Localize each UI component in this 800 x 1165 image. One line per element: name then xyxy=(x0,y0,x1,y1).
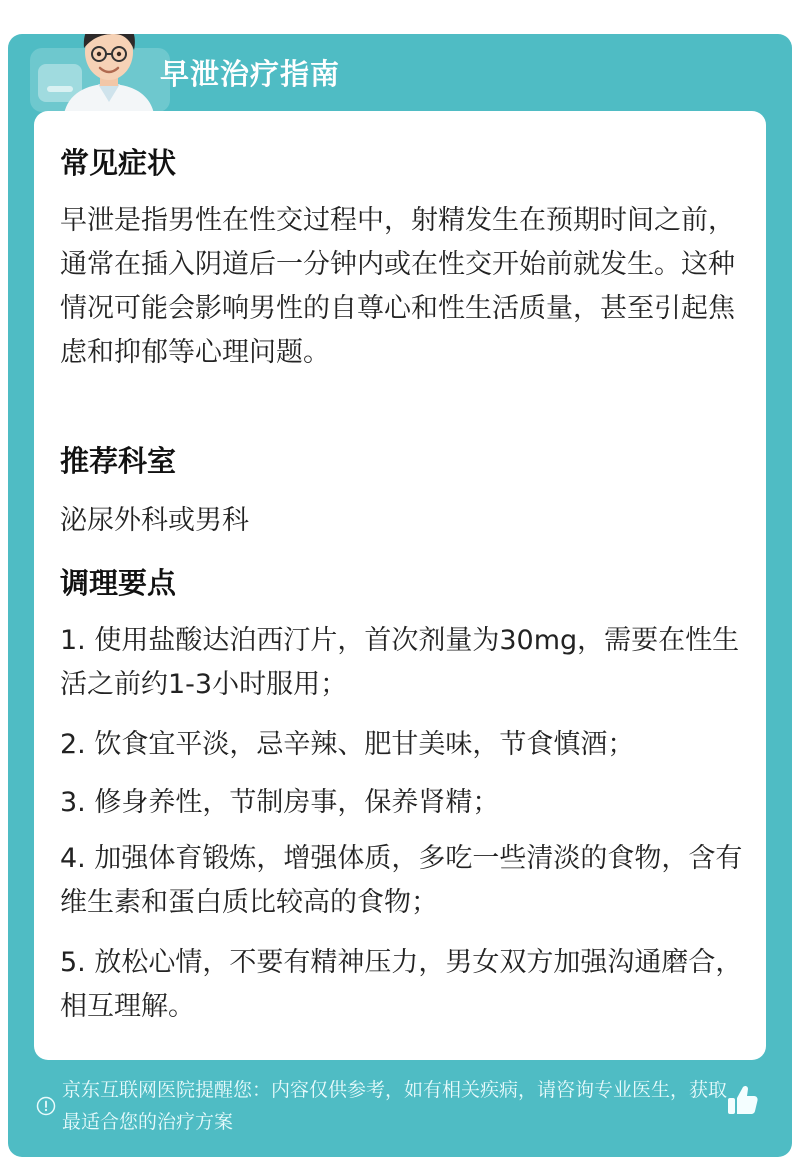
care-item-4: 4. 加强体育锻炼，增强体质，多吃一些清淡的食物，含有维生素和蛋白质比较高的食物； xyxy=(60,843,743,918)
section-heading-symptoms: 常见症状 xyxy=(60,146,177,180)
page-title: 早泄治疗指南 xyxy=(160,57,341,91)
doctor-avatar xyxy=(54,34,164,114)
thumbs-up-icon[interactable] xyxy=(724,1082,760,1118)
care-item-2: 2. 饮食宜平淡，忌辛辣、肥甘美味，节食慎酒； xyxy=(60,729,635,760)
section-heading-care: 调理要点 xyxy=(60,566,177,600)
care-item-1: 1. 使用盐酸达泊西汀片，首次剂量为30mg，需要在性生活之前约1-3小时服用； xyxy=(60,625,740,700)
department-text: 泌尿外科或男科 xyxy=(60,505,249,536)
section-heading-department: 推荐科室 xyxy=(60,444,177,478)
care-item-3: 3. 修身养性，节制房事，保养肾精； xyxy=(60,787,500,818)
info-icon xyxy=(36,1096,56,1116)
footer-disclaimer: 京东互联网医院提醒您：内容仅供参考，如有相关疾病，请咨询专业医生，获取最适合您的治疗方案 xyxy=(62,1079,728,1133)
content-panel xyxy=(34,111,766,1060)
care-item-5: 5. 放松心情，不要有精神压力，男女双方加强沟通磨合，相互理解。 xyxy=(60,947,743,1022)
guide-card xyxy=(8,34,792,1157)
symptoms-text: 早泄是指男性在性交过程中，射精发生在预期时间之前，通常在插入阴道后一分钟内或在性交开始前就发生。这种情况可能会影响男性的自尊心和性生活质量，甚至引起焦虑和抑郁等心理问题。 xyxy=(60,205,735,368)
